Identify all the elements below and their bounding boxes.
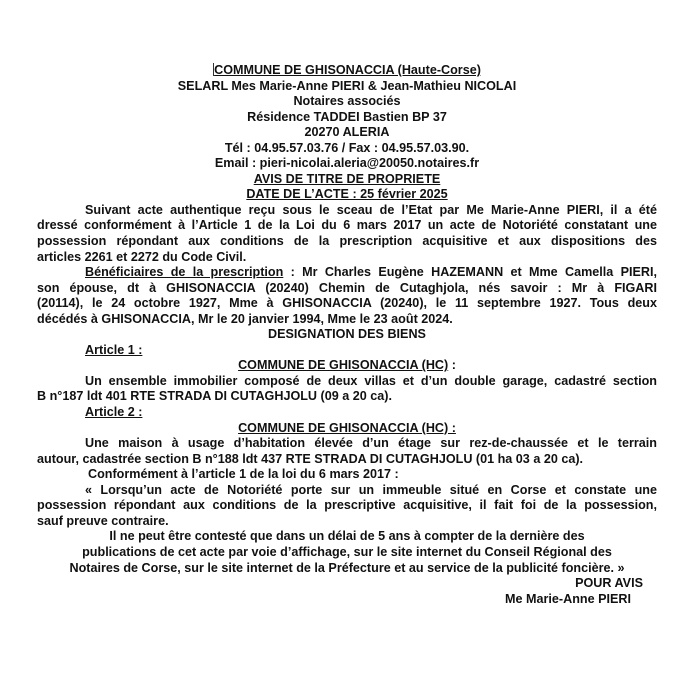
contest-line-3: Notaires de Corse, sur le site internet de la Préfecture et au service de la publicité foncière. »	[69, 560, 625, 575]
article-1-label: Article 1 :	[85, 342, 143, 357]
intro-line-2: dressé conformément à l’Article 1 de la Loi du 6 mars 2017 un acte de Notoriété constatant une	[37, 218, 657, 233]
article-1-commune-suffix: :	[448, 358, 456, 373]
beneficiaries-separator: :	[283, 265, 303, 280]
quote-line-1: « Lorsqu’un acte de Notoriété porte sur un immeuble situé en Corse et constate une	[85, 482, 657, 497]
contest-line-1: Il ne peut être contesté que dans un délai de 5 ans à compter de la dernière des	[109, 529, 585, 544]
quote-line-2: possession répondant aux conditions de la prescriptive acquisitive, il fait foi de la possession,	[37, 498, 657, 513]
intro-line-1: Suivant acte authentique reçu sous le sceau de l’Etat par Me Marie-Anne PIERI, il a été	[85, 202, 657, 217]
address-line-2: 20270 ALERIA	[304, 125, 390, 140]
article-2-line-2: autour, cadastrée section B n°188 ldt 437 RTE STRADA DI CUTAGHJOLU (01 ha 03 a 20 ca).	[37, 451, 584, 466]
commune-title-line	[37, 63, 657, 79]
notice-title-line	[37, 172, 657, 188]
beneficiaries-label: Bénéficiaires de la prescription	[85, 265, 284, 280]
article-2-label: Article 2 :	[85, 405, 143, 420]
act-date-line	[37, 187, 657, 203]
designation-title: DESIGNATION DES BIENS	[268, 327, 426, 342]
intro-line-3: possession répondant aux conditions de la prescription acquisitive et aux dispositions des	[37, 234, 657, 249]
commune-title: COMMUNE DE GHISONACCIA (Haute-Corse)	[214, 63, 481, 77]
article-1-line-1: Un ensemble immobilier composé de deux villas et d’un double garage, cadastré section	[85, 373, 657, 388]
beneficiaries-line-4: décédés à GHISONACCIA, Mr le 20 janvier 1994, Mme le 23 août 2024.	[37, 311, 453, 326]
article-2-label-line	[37, 405, 657, 421]
act-date: DATE DE L’ACTE : 25 février 2025	[246, 187, 448, 202]
contest-line-2: publications de cet acte par voie d’affichage, sur le site internet du Conseil Régional des	[82, 544, 612, 559]
legal-reference: Conformément à l’article 1 de la loi du 6 mars 2017 :	[88, 467, 399, 482]
article-2-commune-line	[37, 421, 657, 437]
beneficiaries-line-3: (20114), le 24 octobre 1927, Mme à GHISONACCIA (20240), le 11 septembre 1927. Tous deux	[37, 296, 657, 311]
notice-title: AVIS DE TITRE DE PROPRIETE	[253, 171, 441, 186]
quote-line-3: sauf preuve contraire.	[37, 513, 169, 528]
article-2-line-1: Une maison à usage d’habitation élevée d’un étage sur rez-de-chaussée et le terrain	[85, 436, 657, 451]
beneficiaries-line-2: son épouse, dt à GHISONACCIA (20240) Chemin de Cutaghjola, nés savoir : Mr à FIGARI	[37, 280, 657, 295]
phone-fax: Tél : 04.95.57.03.76 / Fax : 04.95.57.03.90.	[224, 140, 470, 155]
email: Email : pieri-nicolai.aleria@20050.notaires.fr	[214, 156, 480, 171]
article-1-line-2: B n°187 ldt 401 RTE STRADA DI CUTAGHJOLU (09 a 20 ca).	[37, 389, 392, 404]
article-1-commune-line	[37, 358, 657, 374]
firm-name: SELARL Mes Marie-Anne PIERI & Jean-Mathieu NICOLAI	[177, 78, 517, 93]
signature-closing: POUR AVIS	[575, 576, 643, 591]
beneficiaries-names: Mr Charles Eugène HAZEMANN et Mme Camella PIERI,	[302, 265, 657, 280]
beneficiaries-line-1	[37, 265, 657, 281]
signature-name: Me Marie-Anne PIERI	[505, 591, 631, 606]
intro-line-4: articles 2261 et 2272 du Code Civil.	[37, 249, 247, 264]
address-line-1: Résidence TADDEI Bastien BP 37	[247, 109, 447, 124]
legal-notice-document	[37, 63, 657, 607]
article-1-commune: COMMUNE DE GHISONACCIA (HC)	[238, 358, 449, 373]
article-2-commune: COMMUNE DE GHISONACCIA (HC) :	[238, 420, 456, 435]
article-1-label-line	[37, 343, 657, 359]
firm-role: Notaires associés	[293, 94, 401, 109]
